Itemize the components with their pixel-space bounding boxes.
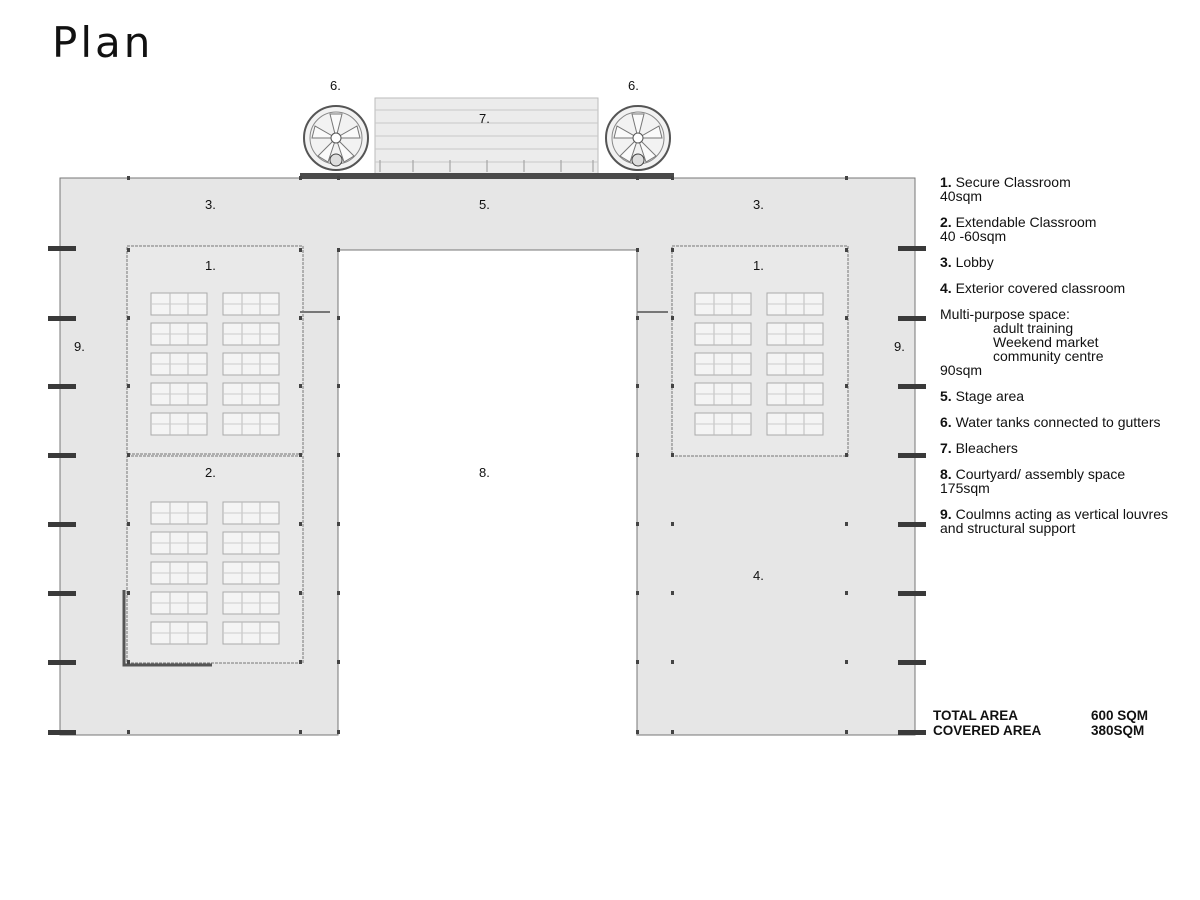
post bbox=[299, 730, 302, 734]
legend-item bbox=[940, 281, 1190, 295]
column-louvre bbox=[48, 384, 76, 389]
legend-detail: and structural support bbox=[940, 520, 1076, 536]
post bbox=[671, 453, 674, 457]
post bbox=[127, 453, 130, 457]
area-row-covered bbox=[933, 723, 1148, 738]
legend-item bbox=[940, 441, 1190, 455]
column-louvre bbox=[898, 384, 926, 389]
legend-number: 5. bbox=[940, 388, 952, 404]
water-tank-left bbox=[304, 106, 368, 170]
column-louvre bbox=[898, 316, 926, 321]
desk bbox=[151, 562, 207, 584]
label-bleachers: 7. bbox=[479, 111, 490, 126]
area-value: 380SQM bbox=[1091, 723, 1145, 738]
column-louvre bbox=[48, 730, 76, 735]
legend-number: 8. bbox=[940, 466, 952, 482]
desk bbox=[695, 383, 751, 405]
post bbox=[127, 522, 130, 526]
page-title: Plan bbox=[52, 18, 154, 67]
legend-detail: 40 -60sqm bbox=[940, 228, 1007, 244]
desk bbox=[151, 383, 207, 405]
area-row-total bbox=[933, 708, 1148, 723]
bleachers bbox=[375, 98, 598, 176]
legend-text: Stage area bbox=[955, 388, 1025, 404]
post bbox=[127, 176, 130, 180]
legend-item bbox=[940, 307, 1190, 377]
column-louvre bbox=[898, 591, 926, 596]
column-louvre bbox=[898, 522, 926, 527]
desk bbox=[223, 592, 279, 614]
column-louvre bbox=[898, 730, 926, 735]
legend-number: 4. bbox=[940, 280, 952, 296]
post bbox=[636, 730, 639, 734]
label-lobby-right: 3. bbox=[753, 197, 764, 212]
column-louvre bbox=[48, 453, 76, 458]
post bbox=[337, 660, 340, 664]
desk bbox=[695, 413, 751, 435]
legend-number: 3. bbox=[940, 254, 952, 270]
legend-text: Courtyard/ assembly space bbox=[955, 466, 1126, 482]
desk bbox=[151, 413, 207, 435]
water-tank-right bbox=[606, 106, 670, 170]
desk bbox=[223, 323, 279, 345]
post bbox=[671, 316, 674, 320]
post bbox=[671, 660, 674, 664]
desk bbox=[695, 323, 751, 345]
legend-text: Lobby bbox=[955, 254, 994, 270]
legend-subitem: community centre bbox=[993, 348, 1104, 364]
post bbox=[636, 248, 639, 252]
desk bbox=[151, 323, 207, 345]
label-extendable: 2. bbox=[205, 465, 216, 480]
legend-item bbox=[940, 415, 1190, 429]
post bbox=[299, 453, 302, 457]
post bbox=[337, 316, 340, 320]
legend-detail: 175sqm bbox=[940, 480, 990, 496]
column-louvre bbox=[48, 246, 76, 251]
post bbox=[299, 660, 302, 664]
column-louvre bbox=[898, 660, 926, 665]
post bbox=[636, 453, 639, 457]
post bbox=[845, 248, 848, 252]
post bbox=[636, 660, 639, 664]
desk bbox=[695, 293, 751, 315]
post bbox=[337, 453, 340, 457]
post bbox=[636, 591, 639, 595]
post bbox=[299, 316, 302, 320]
legend-text: Water tanks connected to gutters bbox=[955, 414, 1161, 430]
legend-item bbox=[940, 255, 1190, 269]
desk bbox=[223, 502, 279, 524]
post bbox=[127, 730, 130, 734]
desk bbox=[767, 293, 823, 315]
column-louvre bbox=[898, 246, 926, 251]
column-louvre bbox=[898, 453, 926, 458]
legend-number: 2. bbox=[940, 214, 952, 230]
post bbox=[299, 176, 302, 180]
post bbox=[845, 591, 848, 595]
label-columns-left: 9. bbox=[74, 339, 85, 354]
area-value: 600 SQM bbox=[1091, 708, 1149, 723]
desk bbox=[223, 562, 279, 584]
legend bbox=[940, 175, 1190, 547]
post bbox=[671, 591, 674, 595]
post bbox=[299, 248, 302, 252]
desk bbox=[151, 293, 207, 315]
column-louvre bbox=[48, 660, 76, 665]
desk bbox=[223, 353, 279, 375]
legend-subitem: adult training bbox=[993, 320, 1074, 336]
post bbox=[299, 522, 302, 526]
legend-detail: 40sqm bbox=[940, 188, 983, 204]
desk bbox=[151, 622, 207, 644]
legend-subitem: Weekend market bbox=[993, 334, 1099, 350]
area-name: COVERED AREA bbox=[933, 723, 1042, 738]
column-louvre bbox=[48, 591, 76, 596]
label-classroom-left: 1. bbox=[205, 258, 216, 273]
post bbox=[671, 522, 674, 526]
legend-text: Coulmns acting as vertical louvres bbox=[955, 506, 1168, 522]
post bbox=[337, 248, 340, 252]
post bbox=[299, 591, 302, 595]
label-lobby-left: 3. bbox=[205, 197, 216, 212]
post bbox=[337, 176, 340, 180]
label-tank-left: 6. bbox=[330, 78, 341, 93]
post bbox=[845, 660, 848, 664]
post bbox=[127, 591, 130, 595]
desk bbox=[151, 532, 207, 554]
legend-text: Bleachers bbox=[955, 440, 1018, 456]
post bbox=[127, 316, 130, 320]
post bbox=[845, 522, 848, 526]
post bbox=[845, 730, 848, 734]
legend-number: 6. bbox=[940, 414, 952, 430]
desk bbox=[767, 383, 823, 405]
desk bbox=[767, 353, 823, 375]
post bbox=[127, 384, 130, 388]
post bbox=[337, 522, 340, 526]
post bbox=[671, 730, 674, 734]
legend-item bbox=[940, 467, 1190, 495]
post bbox=[127, 248, 130, 252]
post bbox=[845, 316, 848, 320]
area-name: TOTAL AREA bbox=[933, 708, 1019, 723]
label-exterior-classroom: 4. bbox=[753, 568, 764, 583]
legend-item bbox=[940, 507, 1190, 535]
legend-item bbox=[940, 215, 1190, 243]
post bbox=[636, 176, 639, 180]
post bbox=[636, 384, 639, 388]
legend-text: Multi-purpose space: bbox=[940, 306, 1070, 322]
post bbox=[671, 248, 674, 252]
legend-item bbox=[940, 389, 1190, 403]
legend-text: Extendable Classroom bbox=[955, 214, 1097, 230]
column-louvre bbox=[48, 316, 76, 321]
legend-text: Exterior covered classroom bbox=[955, 280, 1126, 296]
post bbox=[636, 316, 639, 320]
legend-number: 1. bbox=[940, 174, 952, 190]
desk bbox=[223, 293, 279, 315]
legend-number: 7. bbox=[940, 440, 952, 456]
legend-number: 9. bbox=[940, 506, 952, 522]
legend-text: Secure Classroom bbox=[955, 174, 1071, 190]
legend-item bbox=[940, 175, 1190, 203]
desk bbox=[223, 383, 279, 405]
column-louvre bbox=[48, 522, 76, 527]
post bbox=[671, 176, 674, 180]
label-columns-right: 9. bbox=[894, 339, 905, 354]
desk bbox=[767, 413, 823, 435]
post bbox=[636, 522, 639, 526]
desk bbox=[151, 502, 207, 524]
label-courtyard: 8. bbox=[479, 465, 490, 480]
post bbox=[845, 176, 848, 180]
post bbox=[337, 730, 340, 734]
desk bbox=[223, 622, 279, 644]
legend-detail: 90sqm bbox=[940, 362, 983, 378]
label-stage: 5. bbox=[479, 197, 490, 212]
desk bbox=[695, 353, 751, 375]
desk bbox=[151, 353, 207, 375]
desk bbox=[151, 592, 207, 614]
stage-edge bbox=[300, 173, 674, 179]
desk bbox=[223, 532, 279, 554]
post bbox=[845, 384, 848, 388]
post bbox=[127, 660, 130, 664]
label-tank-right: 6. bbox=[628, 78, 639, 93]
desk bbox=[223, 413, 279, 435]
post bbox=[337, 591, 340, 595]
post bbox=[299, 384, 302, 388]
post bbox=[845, 453, 848, 457]
post bbox=[337, 384, 340, 388]
label-classroom-right: 1. bbox=[753, 258, 764, 273]
area-summary bbox=[933, 708, 1148, 738]
desk bbox=[767, 323, 823, 345]
post bbox=[671, 384, 674, 388]
